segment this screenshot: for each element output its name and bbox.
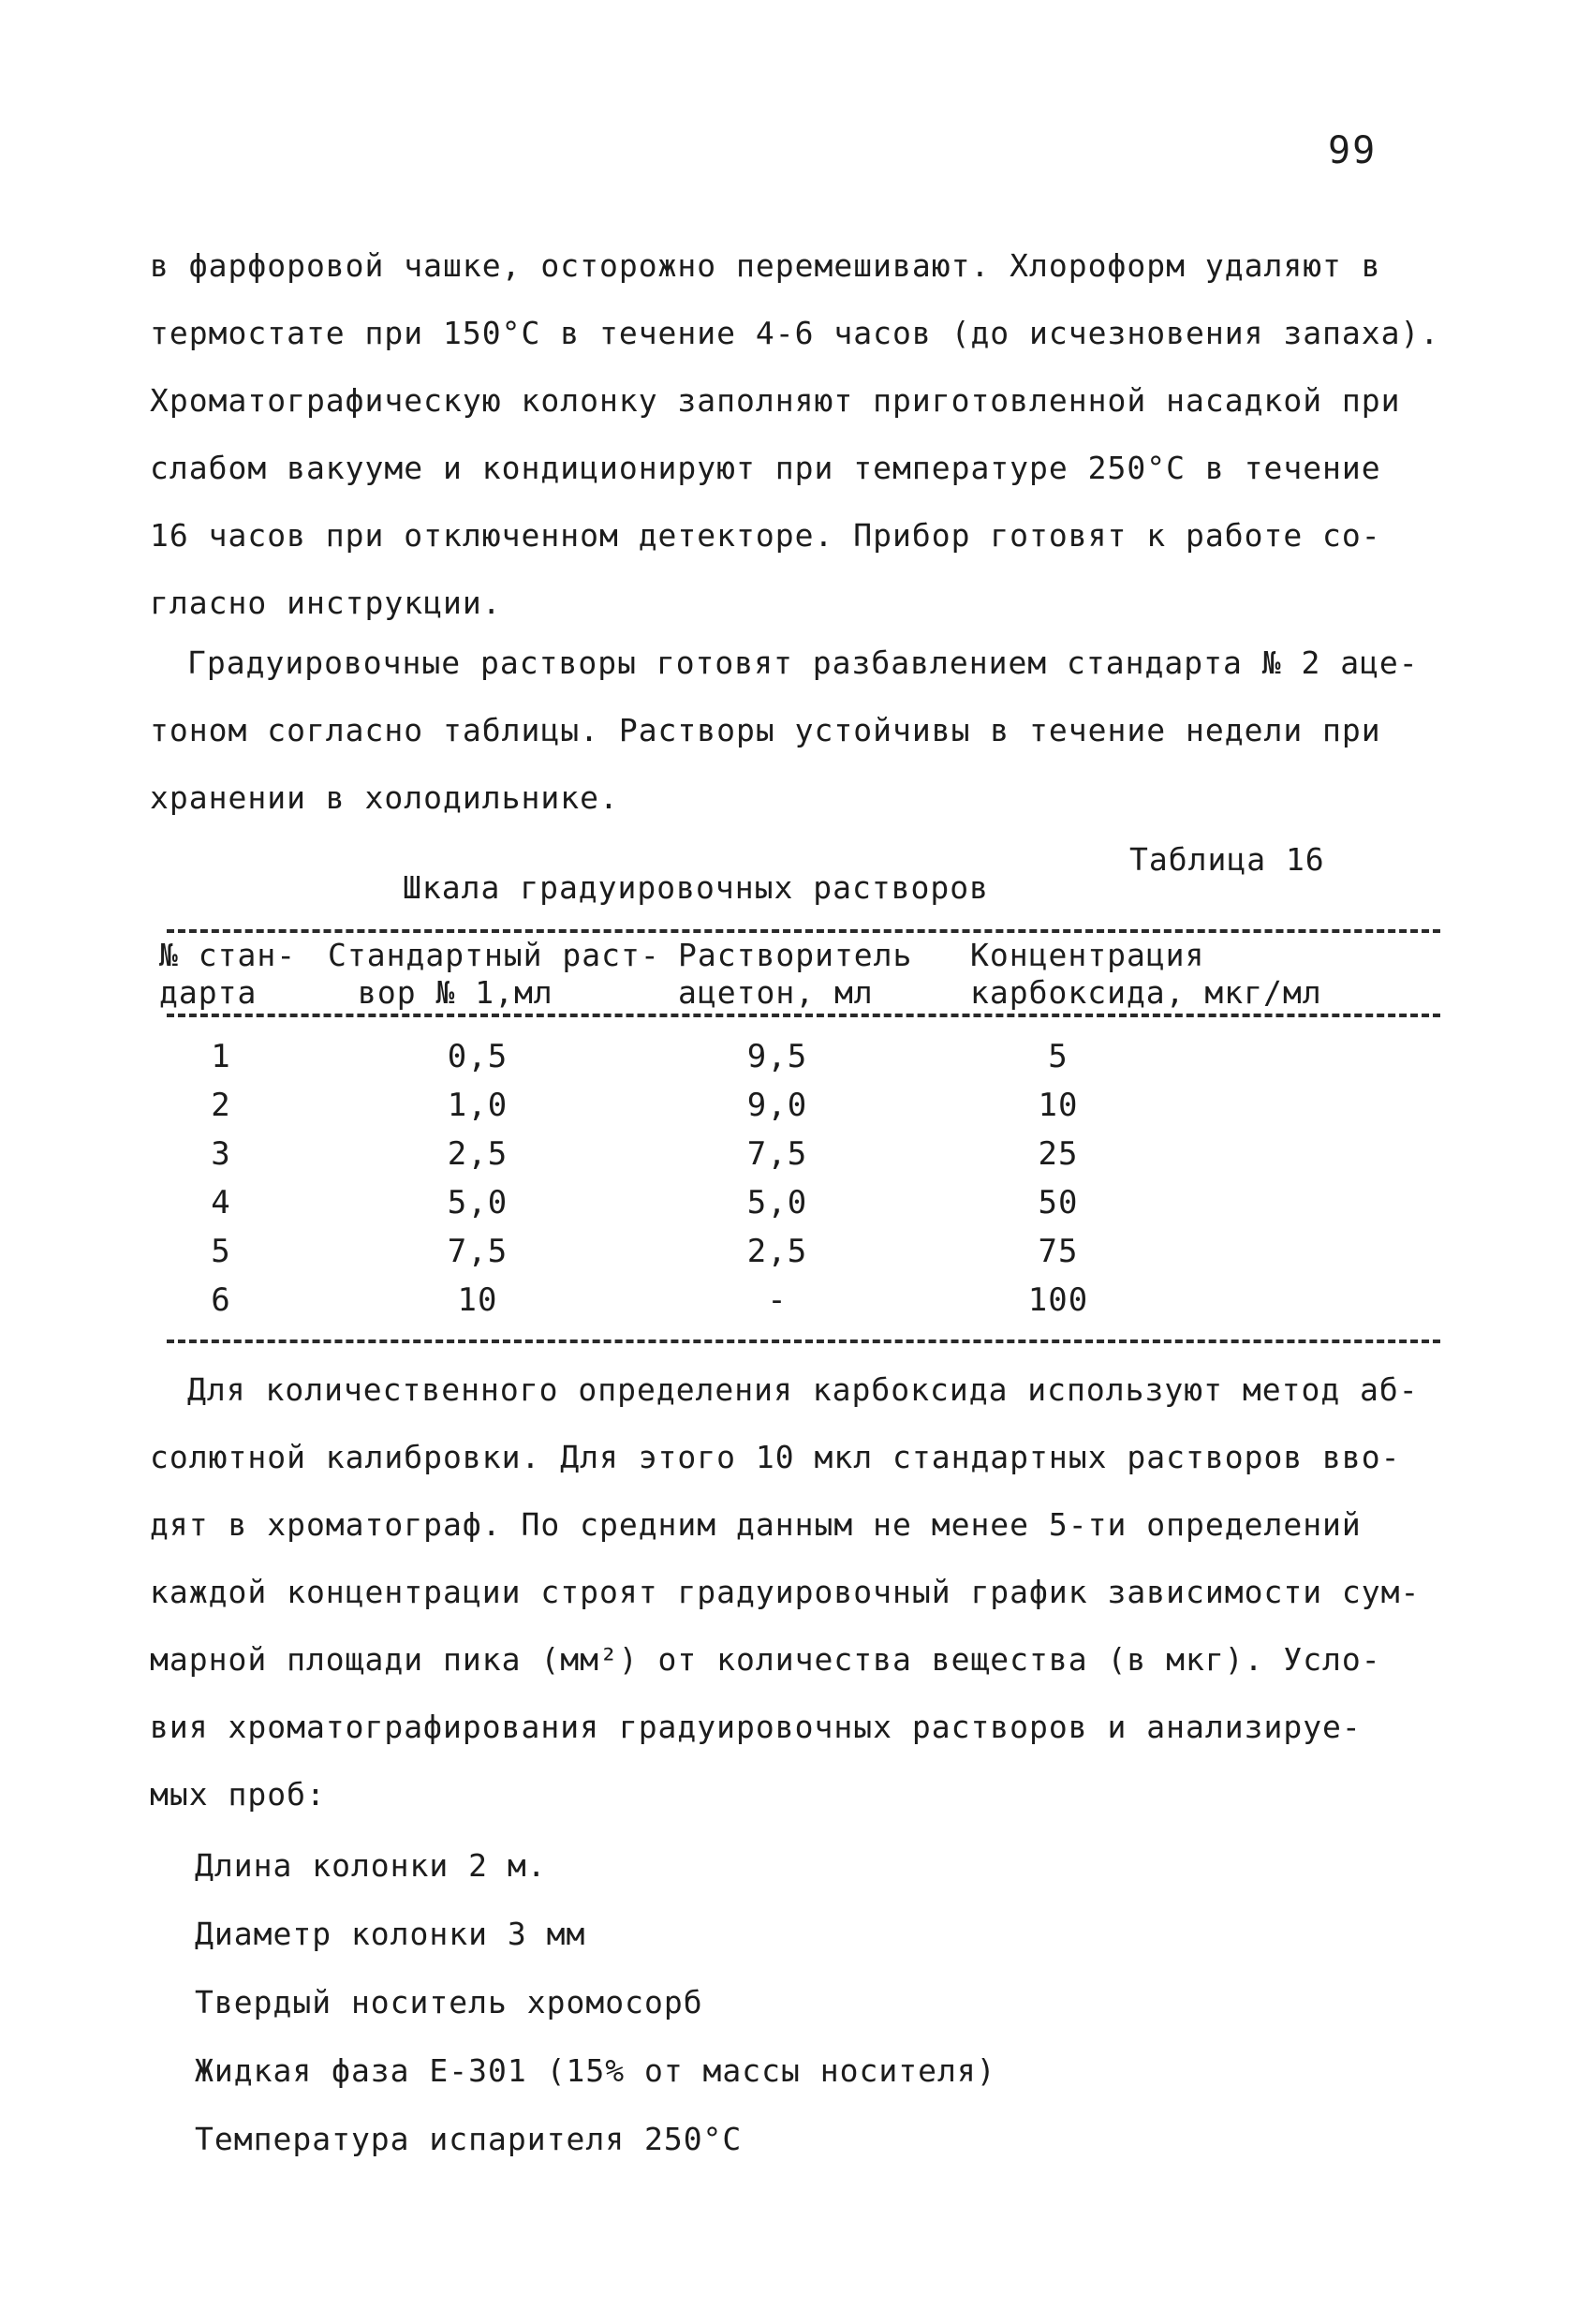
header-line: ацетон, мл [678, 974, 874, 1011]
table-cell: 50 [1038, 1184, 1079, 1221]
table-cell: 3 [211, 1135, 231, 1173]
page-number: 99 [1328, 129, 1378, 172]
header-line: Концентрация [970, 937, 1205, 973]
text-line: каждой концентрации строят градуировочный график зависимости сум- [150, 1574, 1421, 1610]
header-line: № стан- [159, 937, 297, 973]
text-line: Для количественного определения карбоксида используют метод аб- [187, 1371, 1419, 1408]
table-cell: 9,5 [746, 1038, 808, 1075]
table-label: Таблица 16 [1129, 841, 1325, 878]
table-cell: 2 [211, 1087, 231, 1124]
condition-line: Температура испарителя 250°С [195, 2121, 743, 2157]
text-line: слабом вакууме и кондиционируют при температуре 250°С в течение [150, 450, 1381, 486]
text-line: тоном согласно таблицы. Растворы устойчивы в течение недели при [150, 712, 1381, 748]
header-concentration [970, 937, 1322, 1012]
text-line: мых проб: [150, 1776, 326, 1813]
text-line: Градуировочные растворы готовят разбавлением стандарта № 2 аце- [187, 644, 1419, 681]
paragraph-1 [150, 232, 1442, 637]
condition-line: Жидкая фаза Е-301 (15% от массы носителя) [195, 2052, 996, 2089]
paragraph-2 [150, 629, 1442, 832]
text-line: марной площади пика (мм²) от количества вещества (в мкг). Усло- [150, 1641, 1381, 1678]
table-cell: 25 [1038, 1135, 1079, 1173]
text-line: дят в хроматограф. По средним данным не менее 5-ти определений [150, 1506, 1362, 1543]
table-cell: 10 [457, 1281, 498, 1319]
table-cell: 7,5 [447, 1233, 509, 1270]
table-cell: 5 [211, 1233, 231, 1270]
header-solvent [678, 937, 912, 1012]
table-title: Шкала градуировочных растворов [403, 869, 990, 906]
text-line: хранении в холодильнике. [150, 779, 619, 816]
text-line: вия хроматографирования градуировочных растворов и анализируе- [150, 1709, 1362, 1745]
table-cell: 7,5 [746, 1135, 808, 1173]
table-cell: 5 [1048, 1038, 1069, 1075]
table-cell: 1 [211, 1038, 231, 1075]
header-standard-solution [328, 937, 660, 1012]
text-line: Хроматографическую колонку заполняют приготовленной насадкой при [150, 382, 1401, 419]
table-cell: - [767, 1281, 788, 1319]
table-cell: 5,0 [447, 1184, 509, 1221]
table-cell: 2,5 [447, 1135, 509, 1173]
header-line: Растворитель [678, 937, 913, 973]
text-line: 16 часов при отключенном детекторе. Прибор готовят к работе со- [150, 517, 1381, 554]
table-cell: 2,5 [746, 1233, 808, 1270]
text-line: термостате при 150°С в течение 4-6 часов (до исчезновения запаха). [150, 315, 1440, 351]
table-cell: 4 [211, 1184, 231, 1221]
header-line: Стандартный раст- [328, 937, 660, 973]
header-line: вор № 1,мл [358, 974, 553, 1011]
table-cell: 1,0 [447, 1087, 509, 1124]
table-cell: 9,0 [746, 1087, 808, 1124]
table-cell: 100 [1027, 1281, 1089, 1319]
condition-line: Длина колонки 2 м. [195, 1847, 547, 1884]
table-cell: 5,0 [746, 1184, 808, 1221]
table-cell: 10 [1038, 1087, 1079, 1124]
header-standard-no [159, 937, 296, 1012]
chromatography-conditions [195, 1831, 996, 2173]
table-header-rule [167, 1014, 1440, 1017]
table-top-rule [167, 929, 1440, 933]
table-bottom-rule [167, 1340, 1440, 1343]
text-line: гласно инструкции. [150, 585, 502, 621]
header-line: дарта [159, 974, 258, 1011]
condition-line: Диаметр колонки 3 мм [195, 1916, 586, 1952]
text-line: в фарфоровой чашке, осторожно перемешивают. Хлороформ удаляют в [150, 247, 1381, 284]
paragraph-3 [150, 1356, 1442, 1828]
text-line: солютной калибровки. Для этого 10 мкл стандартных растворов вво- [150, 1439, 1401, 1475]
condition-line: Твердый носитель хромосорб [195, 1984, 703, 2021]
table-cell: 6 [211, 1281, 231, 1319]
table-cell: 0,5 [447, 1038, 509, 1075]
table-cell: 75 [1038, 1233, 1079, 1270]
header-line: карбоксида, мкг/мл [970, 974, 1322, 1011]
